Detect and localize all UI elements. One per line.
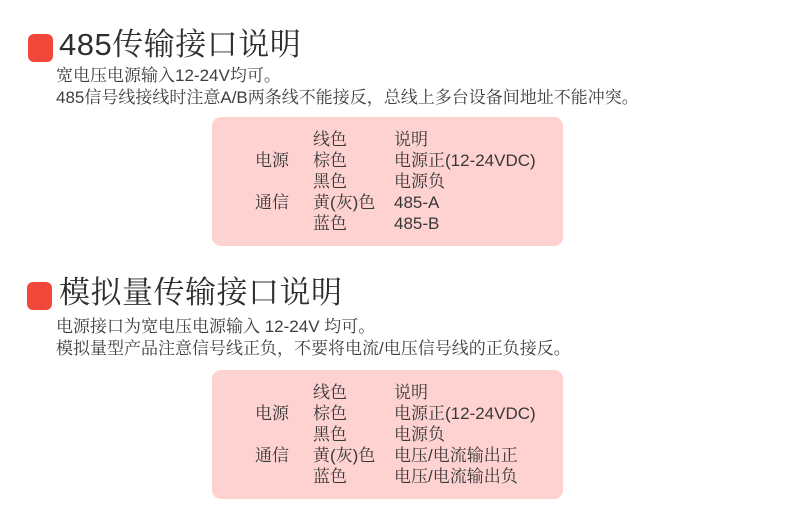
table-cell-group	[255, 424, 313, 445]
wire-table-grid	[255, 382, 563, 487]
table-cell-wire-color: 棕色	[313, 404, 347, 423]
table-cell-wire-color: 黑色	[313, 172, 347, 191]
table-cell-group	[255, 171, 313, 192]
section-bullet-icon	[27, 282, 52, 310]
paragraph-line: 485信号线接线时注意A/B两条线不能接反，总线上多台设备间地址不能冲突。	[56, 88, 639, 107]
table-cell-group	[255, 213, 313, 234]
table-cell-wire-color: 黄(灰)色	[313, 193, 376, 212]
table-cell-group: 通信	[255, 446, 289, 465]
table-cell-description: 电源正(12-24VDC)	[394, 151, 536, 170]
table-cell-wire-color: 蓝色	[313, 467, 347, 486]
table-cell-wire-color: 棕色	[313, 151, 347, 170]
table-cell-wire-color: 黄(灰)色	[313, 446, 376, 465]
paragraph-line: 电源接口为宽电压电源输入 12-24V 均可。	[56, 317, 376, 336]
table-cell-description: 电压/电流输出正	[394, 446, 518, 465]
wire-table-485	[212, 117, 563, 246]
table-cell-group	[255, 466, 313, 487]
table-header-description: 说明	[394, 383, 428, 402]
section-title-analog: 模拟量传输接口说明	[59, 275, 343, 310]
paragraph-line: 宽电压电源输入12-24V均可。	[56, 66, 281, 85]
table-cell-description: 485-B	[394, 214, 440, 233]
wire-table-grid	[255, 129, 563, 234]
table-cell-group	[255, 129, 313, 150]
table-header-wire-color: 线色	[313, 130, 347, 149]
table-cell-group: 电源	[255, 151, 289, 170]
section-bullet-icon	[28, 34, 53, 62]
table-cell-wire-color: 蓝色	[313, 214, 347, 233]
wire-table-analog	[212, 370, 563, 499]
paragraph-line: 模拟量型产品注意信号线正负，不要将电流/电压信号线的正负接反。	[56, 339, 571, 358]
table-cell-description: 电压/电流输出负	[394, 467, 518, 486]
section-analog-paragraph	[56, 316, 571, 360]
section-title-485: 485传输接口说明	[59, 27, 302, 62]
table-header-description: 说明	[394, 130, 428, 149]
table-cell-group	[255, 382, 313, 403]
table-cell-description: 485-A	[394, 193, 440, 212]
table-cell-description: 电源负	[394, 172, 445, 191]
table-cell-group: 电源	[255, 404, 289, 423]
table-cell-description: 电源正(12-24VDC)	[394, 404, 536, 423]
section-485-paragraph	[56, 65, 639, 109]
table-cell-group: 通信	[255, 193, 289, 212]
table-cell-wire-color: 黑色	[313, 425, 347, 444]
table-header-wire-color: 线色	[313, 383, 347, 402]
table-cell-description: 电源负	[394, 425, 445, 444]
